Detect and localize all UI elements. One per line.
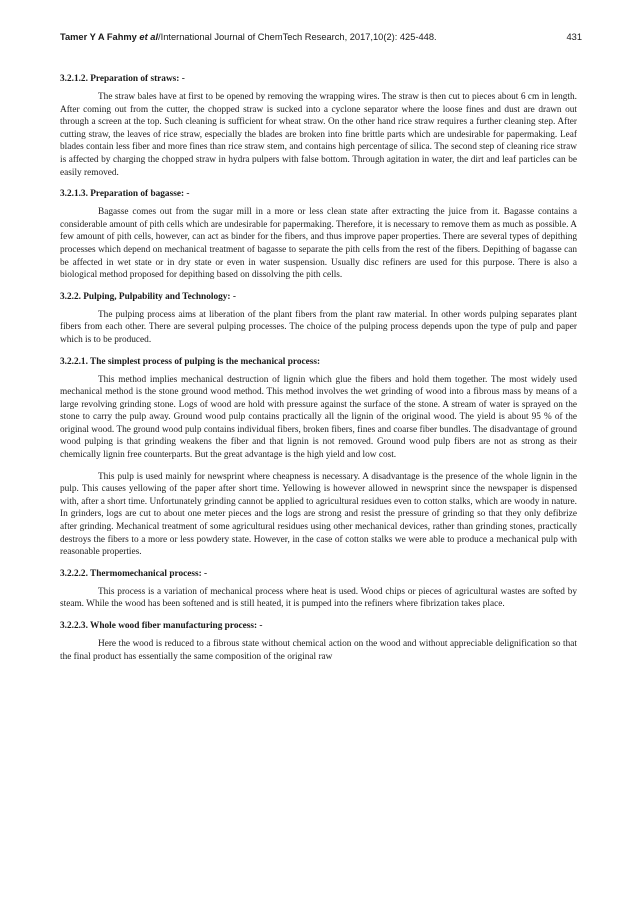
section-heading-preparation-of-bagasse: 3.2.1.3. Preparation of bagasse: - bbox=[60, 189, 190, 200]
running-header bbox=[60, 32, 582, 46]
paragraph-thermomechanical: This process is a variation of mechanical process where heat is used. Wood chips or pieces of agricultural wastes are softed by steam. While the wood has been softened and is still heated, it is pumped into the refiners where fibrization takes place. bbox=[60, 586, 577, 610]
paragraph-pulping: The pulping process aims at liberation of the plant fibers from the plant raw material. In other words pulping separates plant fibers from each other. There are several pulping processes. The choice of the pulping process depends upon the type of pulp and paper which is to be produced. bbox=[60, 309, 577, 345]
header-journal: /International Journal of ChemTech Research, 2017,10(2): 425-448. bbox=[158, 32, 437, 42]
section-heading-pulping: 3.2.2. Pulping, Pulpability and Technology: - bbox=[60, 291, 236, 302]
paragraph-bagasse: Bagasse comes out from the sugar mill in a more or less clean state after extracting the juice from it. Bagasse contains a considerable amount of pith cells which are undesirable for papermaking. Therefore, it is necessary to remove them as much as possible. A few amount of pith cells, however, can act as binder for the fibers, and thus improve paper properties. There are several types of depithing processes which depend on mechanical treatment of bagasse to separate the pith cells from the rest of the fibers. Depithing of bagasse can be affected in wet state or in dry state or even in water suspension. Usually disc refiners are used for this purpose. There is also a biological method proposed for depithing based on dissolving the pith cells. bbox=[60, 207, 577, 281]
paragraph-mechanical-1: This method implies mechanical destruction of lignin which glue the fibers and hold them together. The most widely used mechanical method is the stone ground wood method. This method involves the wet grinding of wood into a fibrous mass by means of a large revolving grinding stone. Logs of wood are hold with pressure against the surface of the stone. A stream of water is sprayed on the stone to carry the pulp away. Ground wood pulp contains practically all the lignin of the original wood. The yield is about 95 % of the original wood. The ground wood pulp contains individual fibers, broken fibers, fines and coarse fiber bundles. The disadvantage of ground wood pulping is that grinding weakens the fiber and that lignin is not removed. Ground wood pulp fibers are not as strong as their chemically lignin free counterparts. But the great advantage is the high yield and low cost. bbox=[60, 374, 577, 461]
section-heading-thermomechanical: 3.2.2.2. Thermomechanical process: - bbox=[60, 568, 208, 579]
paragraph-whole-wood-fiber: Here the wood is reduced to a fibrous state without chemical action on the wood and without appreciable delignification so that the final product has essentially the same composition of the original raw bbox=[60, 639, 577, 662]
article-body bbox=[60, 73, 577, 670]
section-heading-whole-wood-fiber: 3.2.2.3. Whole wood fiber manufacturing process: - bbox=[60, 621, 263, 631]
section-heading-preparation-of-straws: 3.2.1.2. Preparation of straws: - bbox=[60, 74, 185, 84]
citation-line bbox=[60, 32, 437, 42]
paragraph-mechanical-2: This pulp is used mainly for newsprint where cheapness is necessary. A disadvantage is the presence of the whole lignin in the pulp. This causes yellowing of the paper after short time. Yellowing is however allowed in newsprint since the newspaper is dispensed with, after a short time. Unfortunately grinding cannot be applied to agricultural residues even to cotton stalks, which are woody in nature. In grinders, logs are cut to about one meter pieces and the logs are strong and resist the pressure of grinding so that they only defibrize after grinding. Mechanical treatment of some agricultural residues using other mechanical devices, rather than grinding stones, practically destroys the fibers to a more or less powdery state. However, in the case of cotton stalks we were able to produce a mechanical pulp with reasonable properties. bbox=[60, 471, 577, 558]
paragraph-straws: The straw bales have at first to be opened by removing the wrapping wires. The straw is then cut to pieces about 6 cm in length. After coming out from the cutter, the chopped straw is sucked into a cyclone separator where the loose fines and dust are drawn out through a screen at the top. Such cleaning is sufficient for wheat straw. On the other hand rice straw requires a further cleaning step. After cutting straw, the leaves of rice straw, especially the blades are broken into fine brittle parts which are undesirable for papermaking. Leaf blades contain less fiber and more fines than rice straw stem, and contains high percentage of silica. The second step of cleaning rice straw is affected by charging the chopped straw in hydra pulpers with false bottom. Through agitation in water, the dirt and leaf particles can be easily removed. bbox=[60, 92, 577, 178]
header-etal: et al bbox=[139, 32, 159, 42]
section-heading-mechanical-process: 3.2.2.1. The simplest process of pulping is the mechanical process: bbox=[60, 356, 321, 367]
page-number: 431 bbox=[566, 32, 582, 42]
header-authors: Tamer Y A Fahmy bbox=[60, 32, 137, 42]
